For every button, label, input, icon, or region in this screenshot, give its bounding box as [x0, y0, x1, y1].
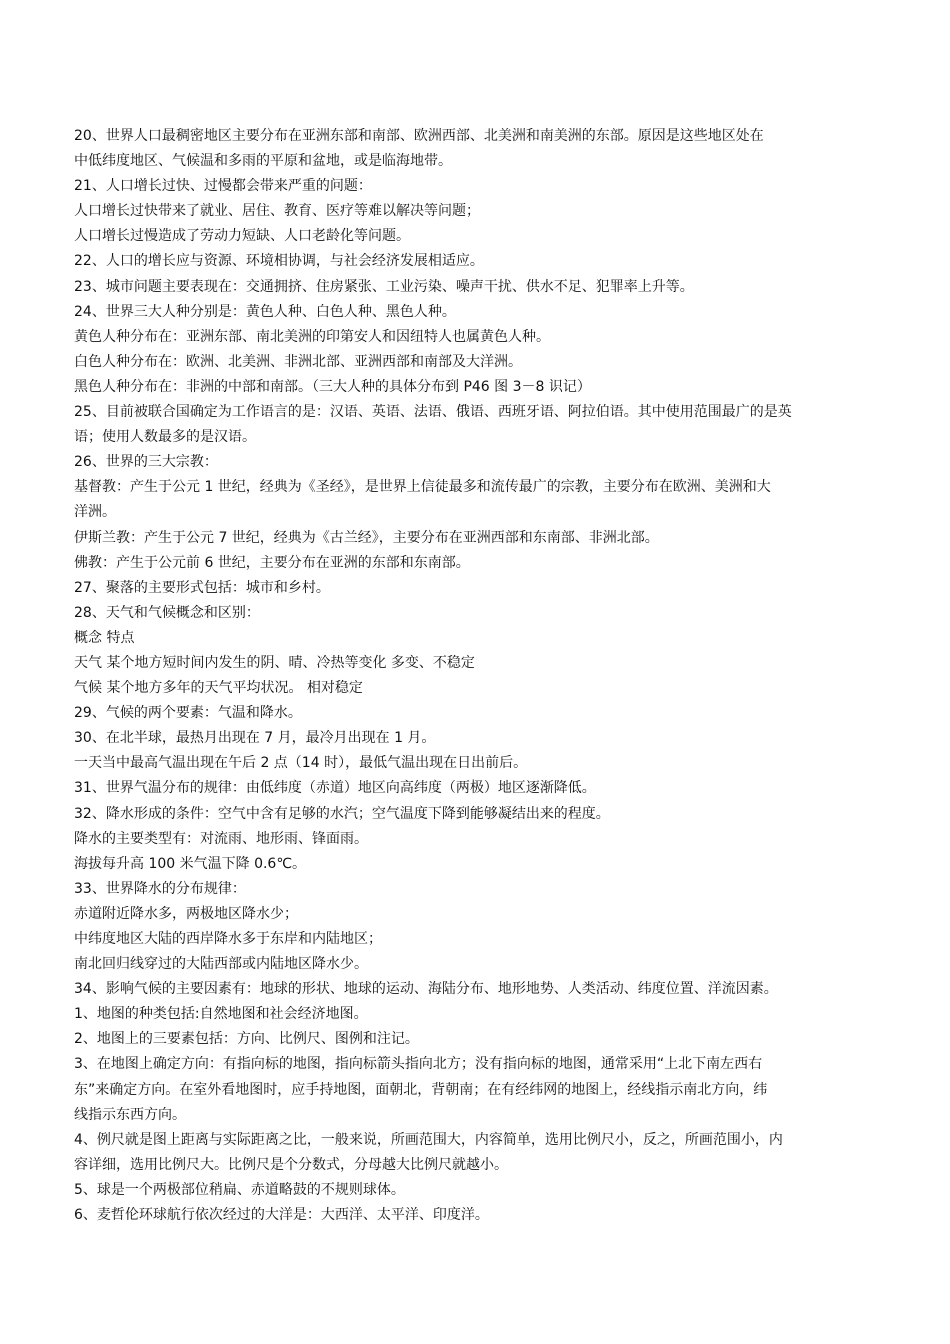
text-line-map-2: 2、地图上的三要素包括：方向、比例尺、图例和注记。	[74, 1031, 419, 1048]
text-line-map-6: 6、麦哲伦环球航行依次经过的大洋是：大西洋、太平洋、印度洋。	[74, 1207, 489, 1224]
text-line-map-3b: 东”来确定方向。在室外看地图时，应手持地图，面朝北，背朝南；在有经纬网的地图上，经线指示南北方向，纬	[74, 1081, 768, 1098]
text-line-27: 27、聚落的主要形式包括：城市和乡村。	[74, 579, 330, 596]
text-line-map-5: 5、球是一个两极部位稍扁、赤道略鼓的不规则球体。	[74, 1181, 405, 1198]
text-line-28b: 天气 某个地方短时间内发生的阴、晴、冷热等变化 多变、不稳定	[74, 654, 475, 671]
text-line-28c: 气候 某个地方多年的天气平均状况。 相对稳定	[74, 680, 363, 697]
text-line-24c: 黑色人种分布在：非洲的中部和南部。（三大人种的具体分布到 P46 图 3－8 识记）	[74, 378, 591, 395]
text-line-map-3a: 3、在地图上确定方向：有指向标的地图，指向标箭头指向北方；没有指向标的地图，通常采用“上北下南左西右	[74, 1056, 763, 1073]
text-line-21a: 人口增长过快带来了就业、居住、教育、医疗等难以解决等问题；	[74, 203, 480, 220]
text-line-33b: 中纬度地区大陆的西岸降水多于东岸和内陆地区；	[74, 931, 382, 947]
text-line-map-4b: 容详细，选用比例尺大。比例尺是个分数式，分母越大比例尺就越小。	[74, 1156, 508, 1173]
text-line-20a: 20、世界人口最稠密地区主要分布在亚洲东部和南部、欧洲西部、北美洲和南美洲的东部。原因是这些地区处在	[74, 128, 764, 144]
text-line-33: 33、世界降水的分布规律：	[74, 880, 246, 897]
text-line-33c: 南北回归线穿过的大陆西部或内陆地区降水少。	[74, 956, 368, 973]
text-line-32a: 降水的主要类型有：对流雨、地形雨、锋面雨。	[74, 830, 368, 847]
text-line-34: 34、影响气候的主要因素有：地球的形状、地球的运动、海陆分布、地形地势、人类活动、纬度位置、洋流因素。	[74, 981, 778, 998]
text-line-28: 28、天气和气候概念和区别：	[74, 604, 260, 621]
text-line-25b: 语；使用人数最多的是汉语。	[74, 429, 256, 446]
text-line-map-4a: 4、例尺就是图上距离与实际距离之比，一般来说，所画范围大，内容简单，选用比例尺小，反之，所画范围小，内	[74, 1131, 783, 1148]
text-line-map-3c: 线指示东西方向。	[74, 1106, 186, 1123]
text-line-24b: 白色人种分布在：欧洲、北美洲、非洲北部、亚洲西部和南部及大洋洲。	[74, 353, 522, 370]
text-line-26d: 佛教：产生于公元前 6 世纪，主要分布在亚洲的东部和东南部。	[74, 554, 470, 571]
text-line-29: 29、气候的两个要素：气温和降水。	[74, 705, 302, 722]
document-page	[74, 124, 882, 1228]
text-line-30a: 一天当中最高气温出现在午后 2 点（14 时），最低气温出现在日出前后。	[74, 755, 528, 772]
text-line-33a: 赤道附近降水多，两极地区降水少；	[74, 905, 298, 922]
text-line-31: 31、世界气温分布的规律：由低纬度（赤道）地区向高纬度（两极）地区逐渐降低。	[74, 780, 596, 797]
text-line-32: 32、降水形成的条件：空气中含有足够的水汽；空气温度下降到能够凝结出来的程度。	[74, 805, 610, 822]
text-line-28a: 概念 特点	[74, 629, 135, 646]
text-line-26: 26、世界的三大宗教：	[74, 454, 218, 471]
text-line-30: 30、在北半球，最热月出现在 7 月，最冷月出现在 1 月。	[74, 730, 436, 747]
text-line-25a: 25、目前被联合国确定为工作语言的是：汉语、英语、法语、俄语、西班牙语、阿拉伯语。其中使用范围最广的是英	[74, 404, 792, 421]
text-line-23: 23、城市问题主要表现在：交通拥挤、住房紧张、工业污染、噪声干扰、供水不足、犯罪率上升等。	[74, 278, 694, 295]
text-line-26a: 基督教：产生于公元 1 世纪，经典为《圣经》，是世界上信徒最多和流传最广的宗教，主要分布在欧洲、美洲和大	[74, 479, 771, 496]
text-line-26b: 洋洲。	[74, 504, 116, 521]
text-line-map-1: 1、地图的种类包括:自然地图和社会经济地图。	[74, 1006, 368, 1023]
text-line-21b: 人口增长过慢造成了劳动力短缺、人口老龄化等问题。	[74, 228, 410, 245]
text-line-21: 21、人口增长过快、过慢都会带来严重的问题：	[74, 178, 372, 195]
text-line-26c: 伊斯兰教：产生于公元 7 世纪，经典为《古兰经》，主要分布在亚洲西部和东南部、非洲北部。	[74, 529, 659, 546]
text-line-22: 22、人口的增长应与资源、环境相协调，与社会经济发展相适应。	[74, 253, 484, 270]
text-line-32b: 海拔每升高 100 米气温下降 0.6℃。	[74, 855, 307, 872]
text-line-24: 24、世界三大人种分别是：黄色人种、白色人种、黑色人种。	[74, 303, 456, 320]
text-line-24a: 黄色人种分布在：亚洲东部、南北美洲的印第安人和因纽特人也属黄色人种。	[74, 328, 550, 345]
text-line-20b: 中低纬度地区、气候温和多雨的平原和盆地，或是临海地带。	[74, 153, 452, 170]
